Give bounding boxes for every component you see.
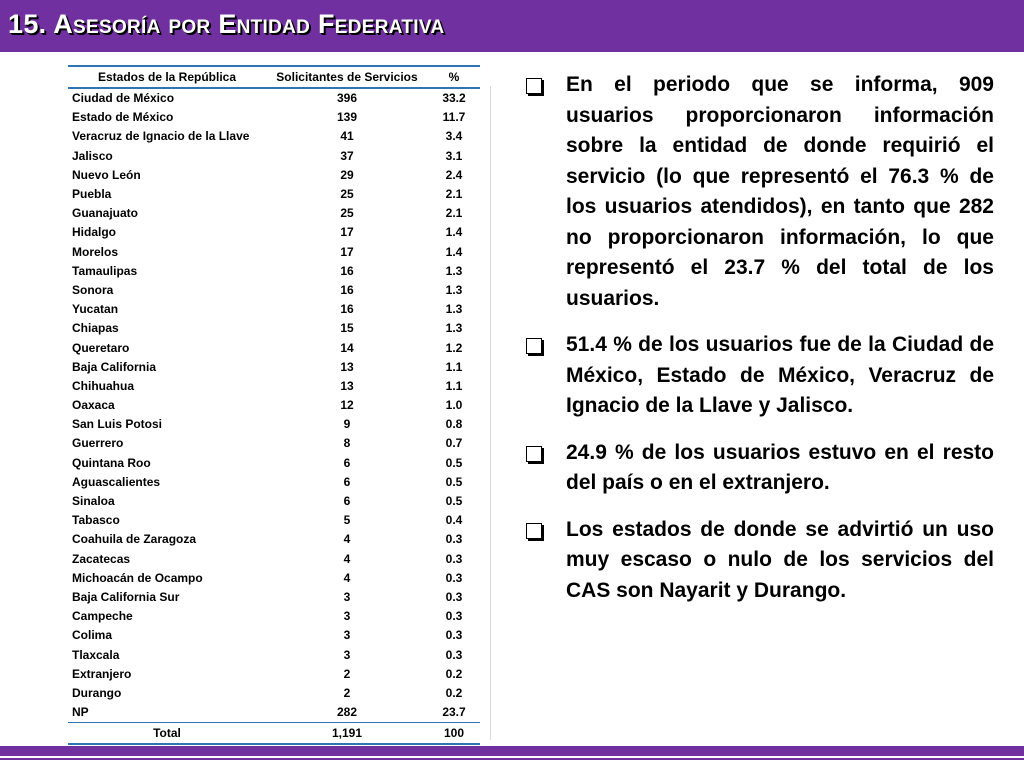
state-cell: Jalisco (72, 148, 113, 163)
table-row (68, 626, 480, 645)
table-row (68, 511, 480, 530)
state-cell: Colima (72, 628, 113, 643)
percent-cell: 0.7 (445, 436, 463, 451)
table-row (68, 127, 480, 146)
table-row (68, 185, 480, 204)
percent-cell: 33.2 (442, 91, 466, 106)
count-cell: 17 (340, 225, 354, 240)
percent-cell: 3.1 (445, 148, 463, 163)
count-cell: 3 (343, 628, 351, 643)
percent-cell: 0.3 (445, 551, 463, 566)
table-row (68, 358, 480, 377)
count-cell: 5 (343, 513, 351, 528)
checkbox-bullet-icon (526, 338, 542, 354)
percent-cell: 1.4 (445, 244, 463, 259)
count-cell: 3 (343, 647, 351, 662)
table-row (68, 415, 480, 434)
percent-cell: 0.5 (445, 455, 463, 470)
checkbox-bullet-icon (526, 523, 542, 539)
count-cell: 6 (343, 474, 351, 489)
column-header-percent: % (428, 66, 480, 88)
percent-cell: 0.3 (445, 628, 463, 643)
count-cell: 13 (340, 359, 354, 374)
bullet-item (522, 515, 994, 607)
table-row (68, 588, 480, 607)
count-cell: 282 (266, 703, 428, 723)
table-row (68, 300, 480, 319)
percent-cell: 1.3 (445, 302, 463, 317)
checkbox-bullet-icon (526, 446, 542, 462)
footer-bar (0, 746, 1024, 756)
bullet-text: 24.9 % de los usuarios estuvo en el resto del país o en el extranjero. (566, 440, 994, 494)
count-cell: 4 (343, 570, 351, 585)
state-cell: Baja California Sur (72, 589, 180, 604)
table-row (68, 684, 480, 703)
table-row (68, 319, 480, 338)
total-percent: 100 (428, 723, 480, 745)
percent-cell: 0.3 (445, 532, 463, 547)
percent-cell: 1.3 (445, 282, 463, 297)
bullet-item (522, 330, 994, 422)
total-count: 1,191 (266, 723, 428, 745)
percent-cell: 2.4 (445, 167, 463, 182)
count-cell: 9 (343, 417, 351, 432)
percent-cell: 0.5 (445, 474, 463, 489)
table-row (68, 281, 480, 300)
count-cell: 29 (340, 167, 354, 182)
table-row (68, 473, 480, 492)
percent-cell: 0.2 (445, 685, 463, 700)
page-title: 15. Asesoría por Entidad Federativa (8, 9, 445, 39)
state-cell: Morelos (72, 244, 119, 259)
count-cell: 14 (340, 340, 354, 355)
state-cell: NP (68, 703, 266, 723)
count-cell: 3 (343, 609, 351, 624)
state-cell: Quintana Roo (72, 455, 151, 470)
state-cell: Baja California (72, 359, 157, 374)
table-row (68, 243, 480, 262)
table-row (68, 396, 480, 415)
table-header-row (68, 66, 480, 88)
state-cell: Tamaulipas (72, 263, 138, 278)
state-cell: Ciudad de México (72, 91, 175, 106)
percent-cell: 1.4 (445, 225, 463, 240)
table-row (68, 204, 480, 223)
count-cell: 8 (343, 436, 351, 451)
state-cell: Campeche (72, 609, 133, 624)
state-cell: Oaxaca (72, 398, 115, 413)
count-cell: 4 (343, 551, 351, 566)
count-cell: 41 (340, 129, 354, 144)
table-row (68, 108, 480, 127)
count-cell: 16 (340, 263, 354, 278)
table-row (68, 607, 480, 626)
state-cell: Nuevo León (72, 167, 141, 182)
percent-cell: 0.5 (445, 494, 463, 509)
bullet-item (522, 70, 994, 314)
percent-cell: 1.2 (445, 340, 463, 355)
bullet-text: En el periodo que se informa, 909 usuarios proporcionaron información sobre la entidad de donde requirió el servicio (lo que representó el 76.3 % de los usuarios atendidos), en tanto que 282 no proporcionaron información, lo que representó el 23.7 % del total de los usuarios. (566, 73, 994, 310)
table-row (68, 645, 480, 664)
bullet-text: Los estados de donde se advirtió un uso muy escaso o nulo de los servicios del CAS son Nayarit y Durango. (566, 517, 994, 602)
percent-cell: 0.3 (445, 609, 463, 624)
table-row (68, 550, 480, 569)
footer-line (0, 758, 1024, 760)
checkbox-bullet-icon (526, 78, 542, 94)
state-cell: Michoacán de Ocampo (72, 570, 203, 585)
percent-cell: 0.3 (445, 570, 463, 585)
count-cell: 37 (340, 148, 354, 163)
table-row (68, 262, 480, 281)
table-row (68, 377, 480, 396)
table-body (68, 88, 480, 723)
percent-cell: 1.3 (445, 321, 463, 336)
count-cell: 6 (343, 455, 351, 470)
percent-cell: 11.7 (442, 110, 466, 125)
count-cell: 25 (340, 187, 354, 202)
state-cell: San Luis Potosi (72, 417, 163, 432)
state-cell: Estado de México (72, 110, 174, 125)
table-row (68, 434, 480, 453)
state-cell: Tabasco (72, 513, 120, 528)
table-row (68, 703, 480, 723)
table-row (68, 569, 480, 588)
state-cell: Veracruz de Ignacio de la Llave (72, 129, 250, 144)
count-cell: 16 (340, 302, 354, 317)
state-cell: Guerrero (72, 436, 124, 451)
percent-cell: 1.0 (445, 398, 463, 413)
bullet-list (522, 70, 994, 606)
column-header-count: Solicitantes de Servicios (266, 66, 428, 88)
count-cell: 12 (340, 398, 354, 413)
count-cell: 139 (336, 110, 358, 125)
title-bar (0, 0, 1024, 52)
table-row (68, 492, 480, 511)
percent-cell: 2.1 (445, 187, 463, 202)
table-row (68, 223, 480, 242)
percent-cell: 1.1 (445, 359, 463, 374)
state-cell: Tlaxcala (72, 647, 120, 662)
state-cell: Durango (72, 685, 122, 700)
percent-cell: 0.2 (445, 666, 463, 681)
states-table (68, 65, 480, 745)
state-cell: Yucatan (72, 302, 119, 317)
divider-line (490, 86, 491, 740)
count-cell: 2 (343, 685, 351, 700)
state-cell: Chiapas (72, 321, 119, 336)
percent-cell: 23.7 (428, 703, 480, 723)
count-cell: 2 (343, 666, 351, 681)
table-row (68, 338, 480, 357)
state-cell: Chihuahua (72, 378, 134, 393)
count-cell: 396 (336, 91, 358, 106)
bullet-item (522, 438, 994, 499)
state-cell: Zacatecas (72, 551, 131, 566)
column-header-state: Estados de la República (68, 66, 266, 88)
total-label: Total (68, 723, 266, 745)
table-row (68, 454, 480, 473)
percent-cell: 1.1 (445, 378, 463, 393)
percent-cell: 0.3 (445, 647, 463, 662)
count-cell: 16 (340, 282, 354, 297)
percent-cell: 1.3 (445, 263, 463, 278)
percent-cell: 0.3 (445, 589, 463, 604)
state-cell: Guanajuato (72, 206, 139, 221)
count-cell: 13 (340, 378, 354, 393)
state-cell: Puebla (72, 187, 112, 202)
state-cell: Queretaro (72, 340, 130, 355)
percent-cell: 0.8 (445, 417, 463, 432)
total-row (68, 723, 480, 745)
state-cell: Sonora (72, 282, 114, 297)
table-row (68, 88, 480, 108)
percent-cell: 0.4 (445, 513, 463, 528)
percent-cell: 3.4 (445, 129, 463, 144)
state-cell: Extranjero (72, 666, 132, 681)
state-cell: Coahuila de Zaragoza (72, 532, 197, 547)
state-cell: Hidalgo (72, 225, 116, 240)
table-row (68, 147, 480, 166)
bullet-text: 51.4 % de los usuarios fue de la Ciudad de México, Estado de México, Veracruz de Ignacio de la Llave y Jalisco. (566, 333, 994, 417)
states-table-container (68, 65, 480, 745)
count-cell: 17 (340, 244, 354, 259)
table-row (68, 166, 480, 185)
table-row (68, 530, 480, 549)
table-row (68, 665, 480, 684)
count-cell: 25 (340, 206, 354, 221)
count-cell: 3 (343, 589, 351, 604)
count-cell: 15 (340, 321, 354, 336)
count-cell: 4 (343, 532, 351, 547)
state-cell: Sinaloa (72, 494, 115, 509)
count-cell: 6 (343, 494, 351, 509)
percent-cell: 2.1 (445, 206, 463, 221)
state-cell: Aguascalientes (72, 474, 161, 489)
